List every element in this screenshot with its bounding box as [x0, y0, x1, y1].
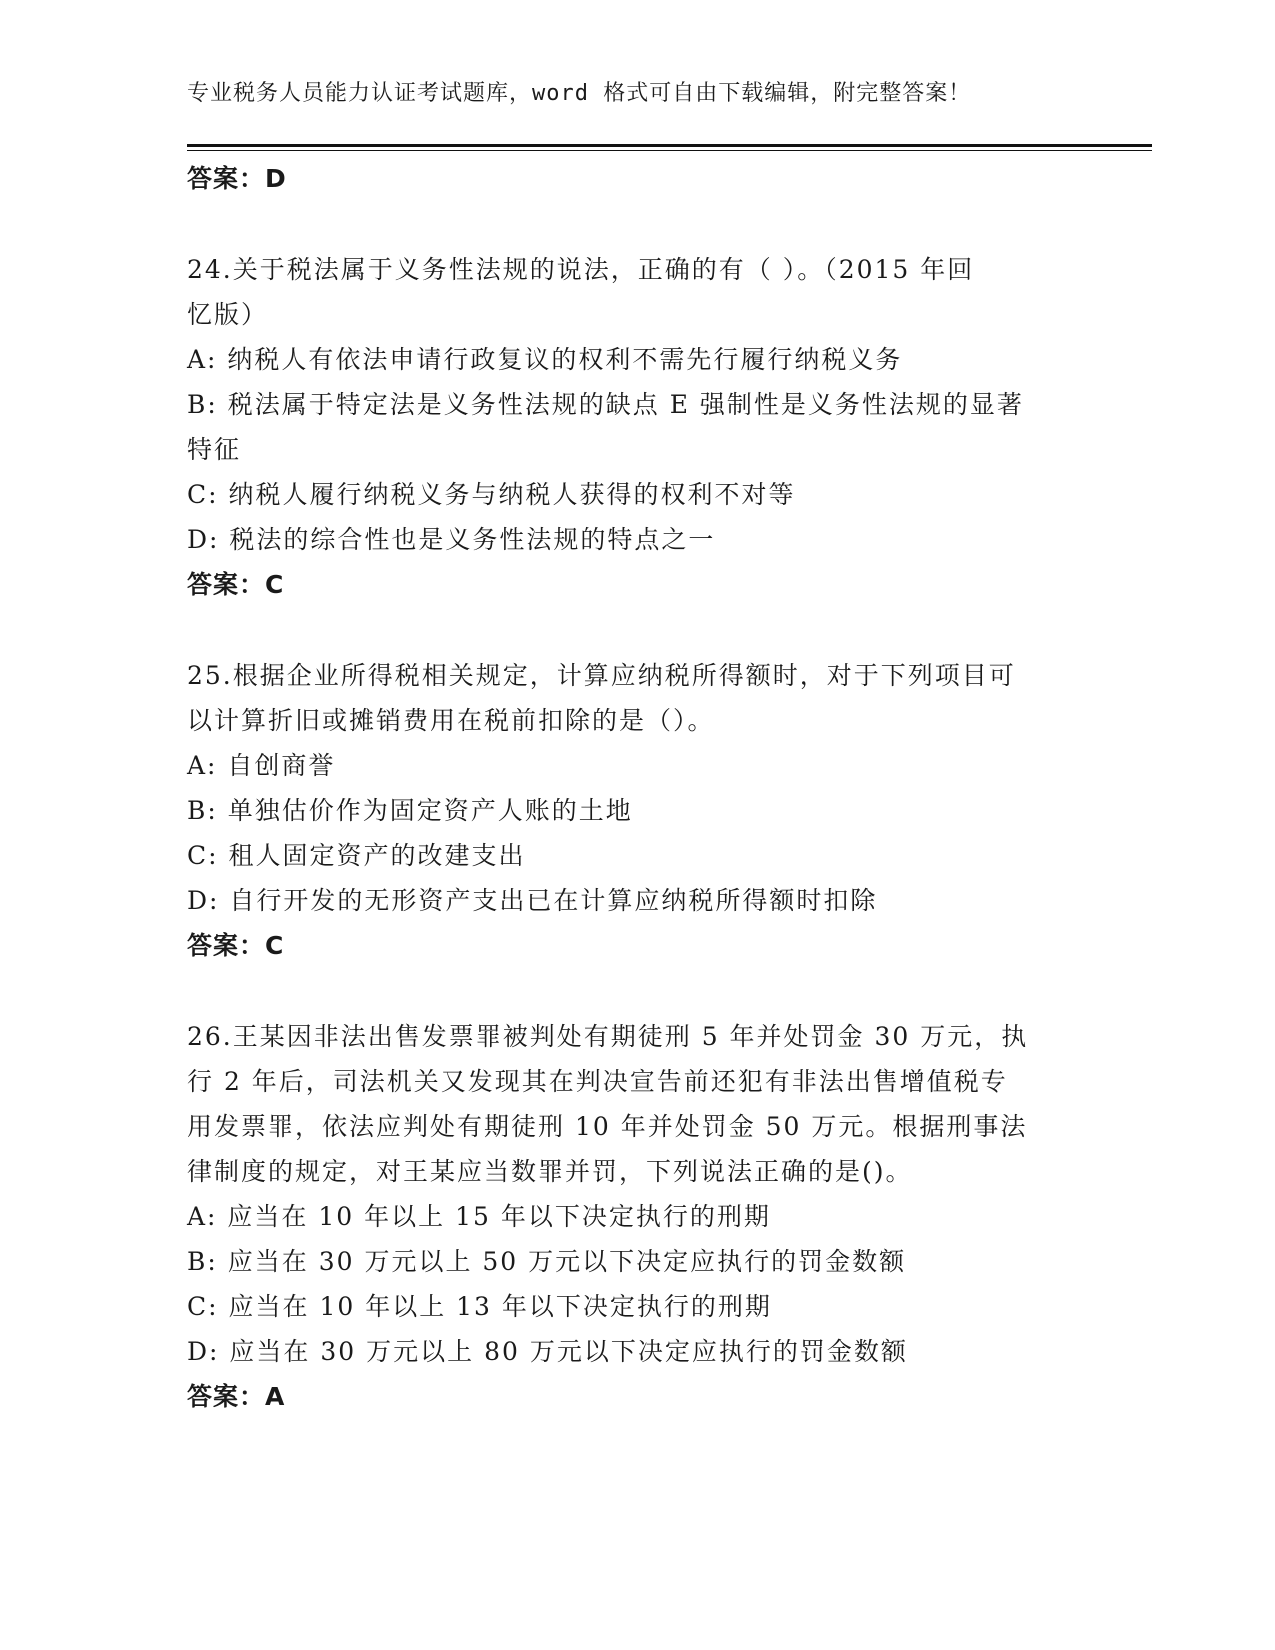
question-26: [187, 1014, 1077, 1419]
question-stem-line: 24.关于税法属于义务性法规的说法，正确的有（ ）。（2015 年回: [187, 255, 975, 284]
option-b: B: 税法属于特定法是义务性法规的缺点 E 强制性是义务性法规的显著: [187, 390, 1024, 419]
option-d: D: 应当在 30 万元以上 80 万元以下决定应执行的罚金数额: [187, 1337, 908, 1366]
question-stem-line: 25.根据企业所得税相关规定，计算应纳税所得额时，对于下列项目可: [187, 661, 1016, 690]
page-header: 专业税务人员能力认证考试题库，word 格式可自由下载编辑，附完整答案！: [187, 81, 972, 106]
question-24: [187, 247, 1077, 607]
question-stem-line: 行 2 年后，司法机关又发现其在判决宣告前还犯有非法出售增值税专: [187, 1067, 1008, 1096]
question-stem-line: 26.王某因非法出售发票罪被判处有期徒刑 5 年并处罚金 30 万元，执: [187, 1022, 1029, 1051]
option-a: A: 纳税人有依法申请行政复议的权利不需先行履行纳税义务: [187, 345, 903, 374]
spacer: [187, 607, 1077, 653]
option-a: A: 自创商誉: [187, 751, 336, 780]
answer: 答案：C: [187, 931, 285, 960]
question-stem-line: 忆版）: [187, 300, 269, 329]
option-a: A: 应当在 10 年以上 15 年以下决定执行的刑期: [187, 1202, 771, 1231]
option-c: C: 租人固定资产的改建支出: [187, 841, 526, 870]
question-25: [187, 653, 1077, 968]
answer: 答案：C: [187, 570, 285, 599]
document-body: [187, 156, 1077, 1419]
question-stem-line: 律制度的规定，对王某应当数罪并罚，下列说法正确的是()。: [187, 1157, 913, 1186]
question-stem-line: 用发票罪，依法应判处有期徒刑 10 年并处罚金 50 万元。根据刑事法: [187, 1112, 1028, 1141]
spacer: [187, 201, 1077, 247]
header-rule: [187, 144, 1152, 147]
option-d: D: 自行开发的无形资产支出已在计算应纳税所得额时扣除: [187, 886, 878, 915]
option-b: B: 应当在 30 万元以上 50 万元以下决定应执行的罚金数额: [187, 1247, 907, 1276]
header-rule-thin: [187, 150, 1152, 151]
option-b: B: 单独估价作为固定资产人账的土地: [187, 796, 633, 825]
question-stem-line: 以计算折旧或摊销费用在税前扣除的是（）。: [187, 706, 715, 735]
option-c: C: 纳税人履行纳税义务与纳税人获得的权利不对等: [187, 480, 796, 509]
answer: 答案：A: [187, 1382, 286, 1411]
option-c: C: 应当在 10 年以上 13 年以下决定执行的刑期: [187, 1292, 772, 1321]
previous-answer: 答案：D: [187, 164, 287, 193]
option-b-continued: 特征: [187, 435, 242, 464]
option-d: D: 税法的综合性也是义务性法规的特点之一: [187, 525, 716, 554]
spacer: [187, 968, 1077, 1014]
